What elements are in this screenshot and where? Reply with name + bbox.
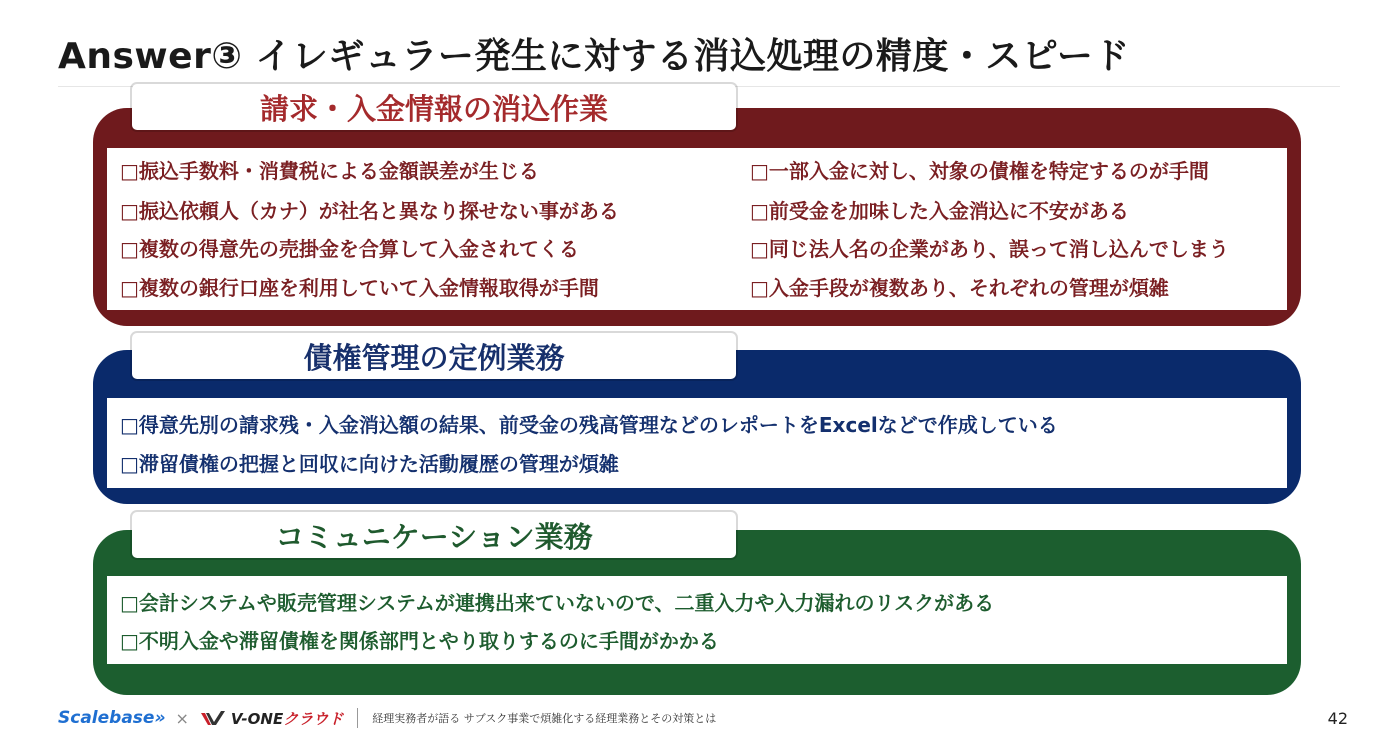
reconciliation-item: □前受金を加味した入金消込に不安がある <box>750 199 1129 223</box>
footer-subtitle: 経理実務者が語る サブスク事業で煩雑化する経理業務とその対策とは <box>372 712 717 725</box>
vone-logo-text: V-ONE <box>230 709 284 728</box>
page-title: Answer③ イレギュラー発生に対する消込処理の精度・スピード <box>58 36 1130 77</box>
reconciliation-item: □振込依頼人（カナ）が社名と異なり探せない事がある <box>120 199 619 223</box>
reconciliation-item: □入金手段が複数あり、それぞれの管理が煩雑 <box>750 276 1169 300</box>
footer <box>58 705 716 731</box>
page-number: 42 <box>1327 709 1348 728</box>
section-receivables-heading: 債権管理の定例業務 <box>132 333 736 379</box>
reconciliation-item: □複数の銀行口座を利用していて入金情報取得が手間 <box>120 276 599 300</box>
section-reconciliation-heading: 請求・入金情報の消込作業 <box>132 84 736 130</box>
section-communication-heading: コミュニケーション業務 <box>132 512 736 558</box>
vone-logo-kuraudo: クラウド <box>283 709 344 728</box>
receivables-item: □得意先別の請求残・入金消込額の結果、前受金の残高管理などのレポートをExcelなどで作成している <box>120 413 1058 437</box>
vone-logo-icon <box>199 709 227 727</box>
scalebase-logo: Scalebase» <box>58 708 166 728</box>
reconciliation-item: □複数の得意先の売掛金を合算して入金されてくる <box>120 237 579 261</box>
reconciliation-item: □一部入金に対し、対象の債権を特定するのが手間 <box>750 159 1209 183</box>
communication-item: □不明入金や滞留債権を関係部門とやり取りするのに手間がかかる <box>120 629 719 653</box>
receivables-item: □滞留債権の把握と回収に向けた活動履歴の管理が煩雑 <box>120 452 619 476</box>
footer-divider <box>357 708 358 728</box>
times-separator: × <box>175 708 189 728</box>
reconciliation-item: □振込手数料・消費税による金額誤差が生じる <box>120 159 539 183</box>
communication-item: □会計システムや販売管理システムが連携出来ていないので、二重入力や入力漏れのリスクがある <box>120 591 995 615</box>
vone-logo <box>231 708 343 729</box>
reconciliation-item: □同じ法人名の企業があり、誤って消し込んでしまう <box>750 237 1229 261</box>
